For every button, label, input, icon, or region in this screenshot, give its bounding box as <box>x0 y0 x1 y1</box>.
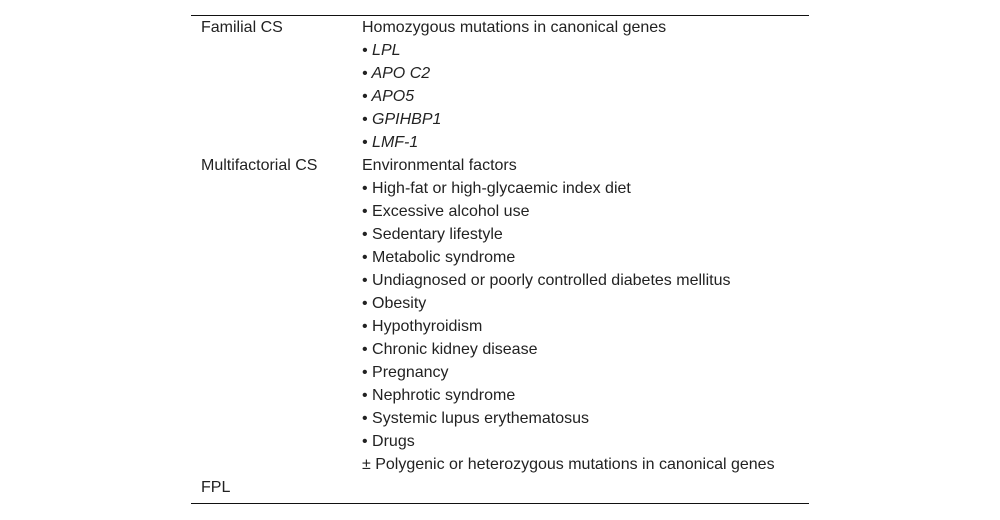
row-label-familial-cs: Familial CS <box>201 19 283 36</box>
factor-item: • Chronic kidney disease <box>362 341 538 358</box>
factor-item: • Excessive alcohol use <box>362 203 530 220</box>
multifactorial-cs-heading: Environmental factors <box>362 157 517 174</box>
familial-cs-heading: Homozygous mutations in canonical genes <box>362 19 667 36</box>
gene-item: • LMF-1 <box>362 134 419 151</box>
gene-item: • APO5 <box>362 88 415 105</box>
classification-table <box>191 15 809 504</box>
gene-item: • GPIHBP1 <box>362 111 442 128</box>
gene-item: • APO C2 <box>362 65 431 82</box>
row-label-fpl: FPL <box>201 479 231 496</box>
factor-item: • Drugs <box>362 433 415 450</box>
factor-item: • Sedentary lifestyle <box>362 226 503 243</box>
factor-item: • Undiagnosed or poorly controlled diabetes mellitus <box>362 272 731 289</box>
footnote-polygenic: ± Polygenic or heterozygous mutations in canonical genes <box>362 456 775 473</box>
factor-item: • Hypothyroidism <box>362 318 483 335</box>
factor-item: • High-fat or high-glycaemic index diet <box>362 180 631 197</box>
gene-item: • LPL <box>362 42 401 59</box>
factor-item: • Obesity <box>362 295 427 312</box>
factor-item: • Nephrotic syndrome <box>362 387 516 404</box>
row-label-multifactorial-cs: Multifactorial CS <box>201 157 318 174</box>
factor-item: • Systemic lupus erythematosus <box>362 410 590 427</box>
factor-item: • Metabolic syndrome <box>362 249 516 266</box>
factor-item: • Pregnancy <box>362 364 449 381</box>
